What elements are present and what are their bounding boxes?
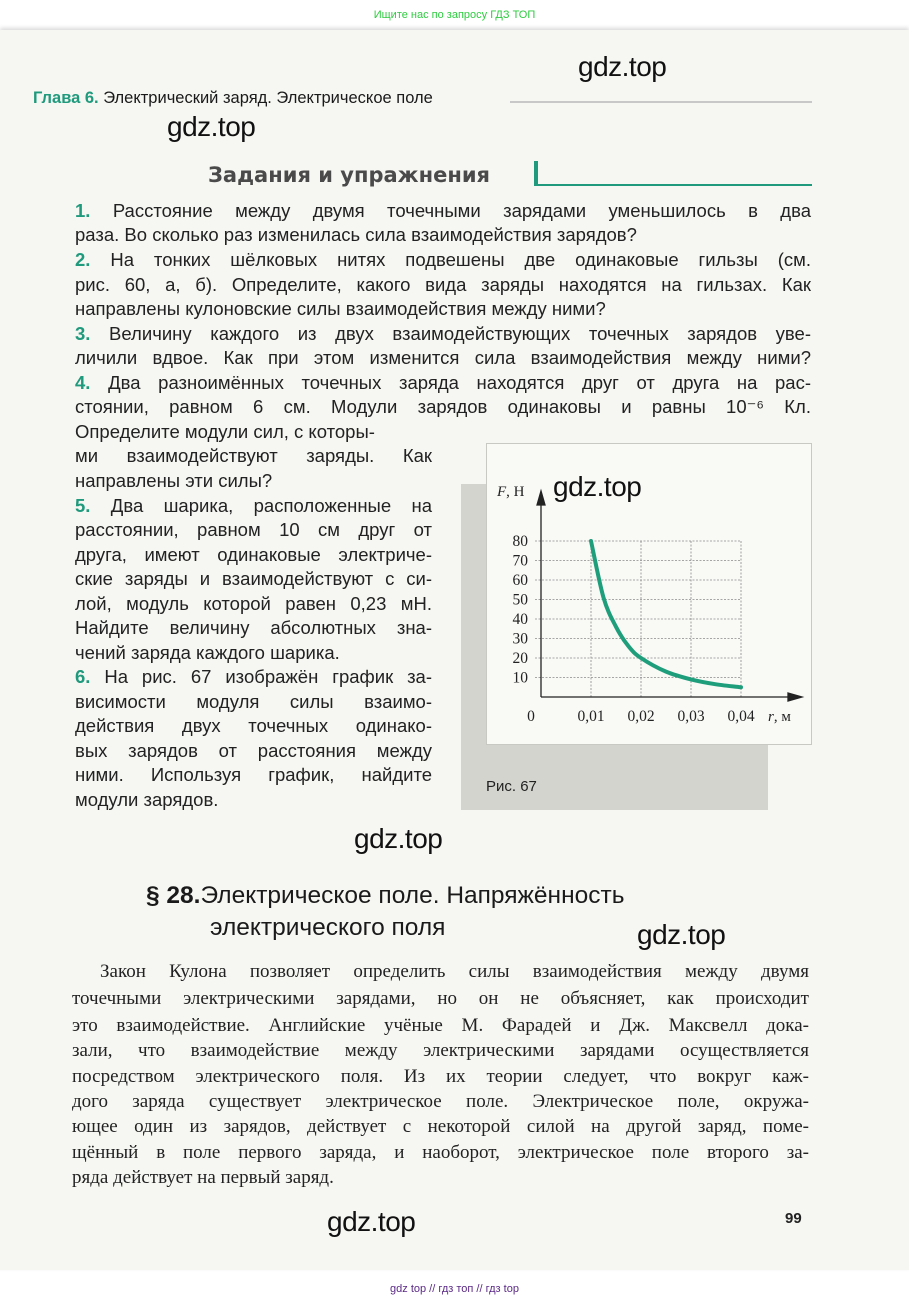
exercise-line: модули зарядов. [75,789,219,810]
bottom-banner[interactable]: gdz top // гдз топ // гдз top [390,1283,519,1295]
x-tick-label: 0,01 [577,708,605,725]
y-tick-label: 40 [512,611,528,628]
exercise-line: 3. Величину каждого из двух взаимодействующих точечных зарядов уве- [75,323,811,344]
body-line: посредством электрического поля. Из их теории следует, что вокруг каж- [72,1066,809,1087]
paragraph-title-line2: электрического поля [210,914,446,941]
watermark: gdz.top [578,51,667,82]
y-axis-label: F, Н [497,484,525,500]
chapter-number: Глава 6. [33,89,99,107]
x-axis-arrow-icon [788,693,802,701]
exercise-line: 4. Два разноимённых точечных заряда находятся друг от друга на рас- [75,372,811,393]
x-tick-label: 0,04 [727,708,755,725]
exercise-line: Найдите величину абсолютных зна- [75,617,432,638]
paragraph-title-line1: Электрическое поле. Напряжённость [200,882,625,909]
exercise-number: 4. [75,372,91,393]
exercise-line: рис. 60, а, б). Определите, какого вида заряды находятся на гильзах. Как [75,274,811,295]
y-tick-label: 30 [512,630,528,648]
y-tick-label: 60 [512,572,528,589]
exercise-line: друга, имеют одинаковые электриче- [75,544,432,565]
body-line: это взаимодействие. Английские учёные М. Фарадей и Дж. Максвелл дока- [72,1015,809,1036]
paragraph-heading [146,880,624,912]
body-line: ряда действует на первый заряд. [72,1167,334,1188]
exercise-line: действия двух точечных одинако- [75,715,432,736]
exercise-line: 5. Два шарика, расположенные на [75,495,432,516]
exercise-line: чений заряда каждого шарика. [75,642,340,663]
figure-caption: Рис. 67 [486,778,537,795]
y-axis-arrow-icon [537,491,545,505]
exercise-line: расстоянии, равном 10 см друг от [75,519,432,540]
watermark: gdz.top [327,1206,416,1237]
exercise-line: ними. Используя график, найдите [75,764,432,785]
body-line: Закон Кулона позволяет определить силы взаимодействия между двумя [100,961,809,982]
exercise-line: лой, модуль которой равен 0,23 мН. [75,593,432,614]
exercise-line: направлены эти силы? [75,470,273,491]
top-banner[interactable]: Ищите нас по запросу ГДЗ ТОП [373,9,536,21]
watermark: gdz.top [167,111,256,142]
body-line: щённый в поле первого заряда, и наоборот, электрическое поле второго за- [72,1142,809,1163]
x-tick-label: 0,02 [627,708,655,725]
watermark: gdz.top [553,471,642,502]
watermark: gdz.top [637,919,726,950]
body-line: дого заряда существует электрическое поле. Электрическое поле, окружа- [72,1091,809,1112]
exercise-line: стоянии, равном 6 см. Модули зарядов одинаковы и равны 10⁻⁶ Кл. [75,396,811,417]
y-tick-label: 50 [512,591,528,609]
exercise-number: 2. [75,249,91,270]
exercise-line: ми взаимодействуют заряды. Как [75,445,432,466]
chapter-title: Электрический заряд. Электрическое поле [103,89,433,107]
chart-axes [537,491,802,701]
paragraph-number: § 28. [146,882,201,909]
exercise-number: 1. [75,200,91,221]
x-axis-label: r, м [768,709,791,725]
y-tick-label: 20 [512,650,528,667]
body-line: ющее один из зарядов, действует с некоторой силой на другой заряд, поме- [72,1116,809,1137]
exercise-line: ские заряды и взаимодействуют с си- [75,568,432,589]
x-tick-label: 0 [527,708,535,725]
exercise-line: 6. На рис. 67 изображён график за- [75,666,433,687]
exercise-number: 3. [75,323,91,344]
watermark: gdz.top [354,823,443,854]
y-tick-label: 10 [512,669,528,687]
force-curve [591,541,741,687]
y-tick-label: 80 [512,533,528,550]
exercises-title: Задания и упражнения [208,163,491,187]
exercise-number: 5. [75,495,91,516]
exercise-line: раза. Во сколько раз изменилась сила взаимодействия зарядов? [75,224,637,245]
exercise-line: Определите модули сил, с которы- [75,421,375,442]
exercise-line: 1. Расстояние между двумя точечными зарядами уменьшилось в два [75,200,811,221]
exercise-number: 6. [75,666,91,687]
body-line: точечными электрическими зарядами, но он не объясняет, как происходит [72,988,809,1009]
exercise-line: направлены кулоновские силы взаимодействия между ними? [75,298,606,319]
exercise-line: личили вдвое. Как при этом изменится сила взаимодействия между ними? [75,347,811,368]
exercise-line: 2. На тонких шёлковых нитях подвешены две одинаковые гильзы (см. [75,249,812,270]
exercise-line: висимости модуля силы взаимо- [75,691,432,712]
page-number: 99 [785,1210,802,1227]
y-tick-label: 70 [512,552,528,570]
body-line: зали, что взаимодействие между электрическими зарядами осуществляется [72,1040,809,1061]
exercise-line: вых зарядов от расстояния между [75,740,432,761]
x-tick-label: 0,03 [677,708,705,725]
chart-grid [535,541,741,697]
